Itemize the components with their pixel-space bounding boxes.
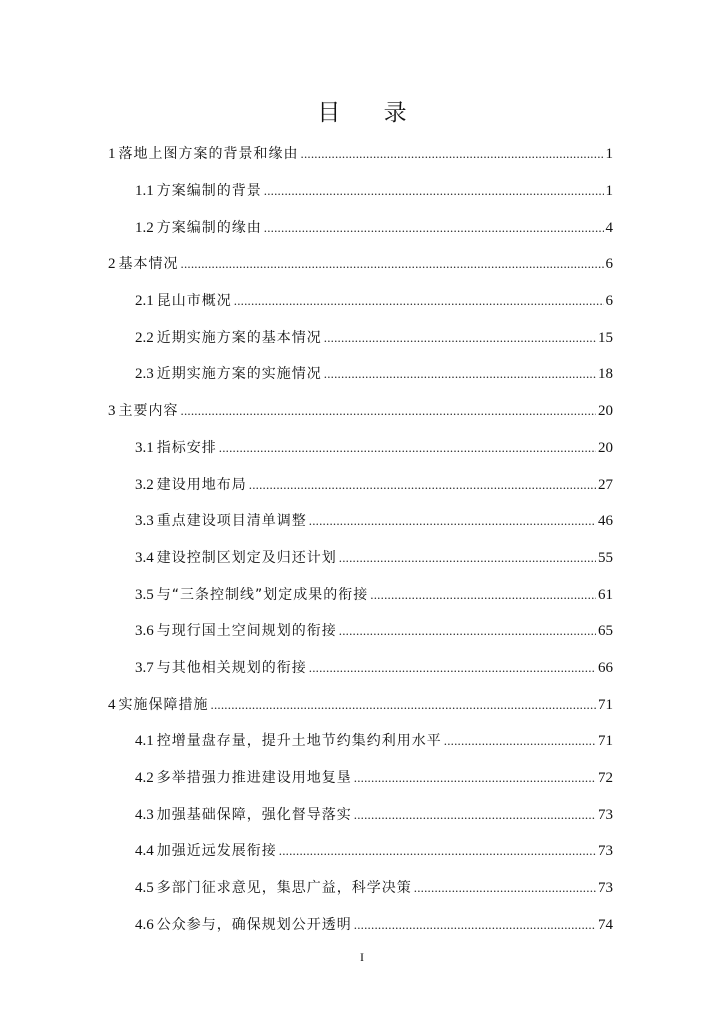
toc-page-number: 73 bbox=[598, 843, 613, 860]
toc-dot-leader bbox=[301, 144, 604, 164]
page-number-footer: I bbox=[360, 950, 364, 964]
toc-section-entry[interactable] bbox=[0, 356, 613, 393]
toc-page-number: 1 bbox=[605, 183, 613, 200]
toc-entry-number: 3.6 bbox=[135, 623, 154, 640]
toc-page-number: 65 bbox=[598, 623, 613, 640]
toc-dot-leader bbox=[219, 438, 596, 458]
toc-dot-leader bbox=[339, 548, 596, 568]
toc-entry-title: 近期实施方案的实施情况 bbox=[156, 366, 322, 383]
toc-dot-leader bbox=[414, 878, 596, 898]
toc-dot-leader bbox=[211, 695, 597, 715]
toc-entry-number: 4 bbox=[108, 696, 116, 713]
toc-dot-leader bbox=[309, 658, 596, 678]
toc-section-entry[interactable] bbox=[0, 430, 613, 467]
toc-page-number: 71 bbox=[598, 733, 613, 750]
toc-section-entry[interactable] bbox=[0, 613, 613, 650]
toc-entry-title: 重点建设项目清单调整 bbox=[156, 513, 307, 530]
toc-entry-title: 落地上图方案的背景和缘由 bbox=[118, 146, 299, 163]
toc-entry-title: 主要内容 bbox=[118, 403, 179, 420]
toc-dot-leader bbox=[309, 511, 596, 531]
toc-entry-title: 建设控制区划定及归还计划 bbox=[156, 549, 337, 566]
toc-page-number: 20 bbox=[598, 439, 613, 456]
toc-section-entry[interactable] bbox=[0, 833, 613, 870]
toc-entry-number: 2.2 bbox=[135, 329, 154, 346]
toc-entry-title: 实施保障措施 bbox=[118, 696, 209, 713]
toc-page-number: 46 bbox=[598, 513, 613, 530]
toc-section-entry[interactable] bbox=[0, 173, 613, 210]
toc-entry-title: 与其他相关规划的衔接 bbox=[156, 659, 307, 676]
toc-entry-number: 3 bbox=[108, 403, 116, 420]
toc-dot-leader bbox=[354, 768, 596, 788]
toc-dot-leader bbox=[444, 731, 596, 751]
toc-section-entry[interactable] bbox=[0, 209, 613, 246]
toc-page-number: 61 bbox=[598, 586, 613, 603]
toc-section-entry[interactable] bbox=[0, 503, 613, 540]
toc-entry-number: 4.4 bbox=[135, 843, 154, 860]
toc-dot-leader bbox=[264, 218, 604, 238]
toc-chapter-entry[interactable] bbox=[0, 393, 613, 430]
toc-entry-title: 加强基础保障，强化督导落实 bbox=[156, 806, 352, 823]
toc-page-number: 55 bbox=[598, 549, 613, 566]
toc-entry-number: 4.1 bbox=[135, 733, 154, 750]
toc-dot-leader bbox=[249, 475, 596, 495]
toc-chapter-entry[interactable] bbox=[0, 686, 613, 723]
toc-section-entry[interactable] bbox=[0, 906, 613, 943]
toc-entry-number: 4.2 bbox=[135, 770, 154, 787]
toc-entry-number: 1.1 bbox=[135, 183, 154, 200]
toc-section-entry[interactable] bbox=[0, 796, 613, 833]
toc-section-entry[interactable] bbox=[0, 870, 613, 907]
toc-entry-title: 近期实施方案的基本情况 bbox=[156, 329, 322, 346]
toc-entry-number: 3.4 bbox=[135, 549, 154, 566]
toc-section-entry[interactable] bbox=[0, 723, 613, 760]
toc-entry-number: 2 bbox=[108, 256, 116, 273]
toc-section-entry[interactable] bbox=[0, 540, 613, 577]
toc-section-entry[interactable] bbox=[0, 760, 613, 797]
toc-section-entry[interactable] bbox=[0, 283, 613, 320]
toc-dot-leader bbox=[354, 805, 596, 825]
toc-entry-title: 建设用地布局 bbox=[156, 476, 247, 493]
toc-entry-number: 2.3 bbox=[135, 366, 154, 383]
toc-page-number: 27 bbox=[598, 476, 613, 493]
toc-page-number: 4 bbox=[605, 219, 613, 236]
toc-dot-leader bbox=[324, 328, 596, 348]
toc-dot-leader bbox=[181, 254, 604, 274]
toc-entry-number: 1 bbox=[108, 146, 116, 163]
toc-entry-title: 公众参与，确保规划公开透明 bbox=[156, 916, 352, 933]
toc-entry-number: 4.5 bbox=[135, 880, 154, 897]
toc-page-number: 66 bbox=[598, 659, 613, 676]
toc-entry-number: 3.5 bbox=[135, 586, 154, 603]
toc-page-number: 18 bbox=[598, 366, 613, 383]
toc-dot-leader bbox=[181, 401, 597, 421]
toc-page-number: 71 bbox=[598, 696, 613, 713]
toc-page-number: 73 bbox=[598, 880, 613, 897]
toc-entry-title: 多举措强力推进建设用地复垦 bbox=[156, 770, 352, 787]
toc-page-number: 6 bbox=[605, 256, 613, 273]
toc-dot-leader bbox=[234, 291, 604, 311]
toc-page-number: 6 bbox=[605, 293, 613, 310]
toc-dot-leader bbox=[324, 364, 596, 384]
toc-dot-leader bbox=[279, 841, 596, 861]
toc-entry-number: 4.3 bbox=[135, 806, 154, 823]
toc-entry-title: 方案编制的缘由 bbox=[156, 219, 262, 236]
toc-dot-leader bbox=[264, 181, 604, 201]
toc-dot-leader bbox=[339, 621, 596, 641]
toc-page-number: 73 bbox=[598, 806, 613, 823]
toc-page-number: 1 bbox=[605, 146, 613, 163]
toc-entry-number: 3.1 bbox=[135, 439, 154, 456]
toc-title: 目 录 bbox=[317, 100, 425, 126]
toc-dot-leader bbox=[370, 585, 596, 605]
toc-entry-title: 多部门征求意见，集思广益，科学决策 bbox=[156, 880, 412, 897]
table-of-contents bbox=[0, 136, 724, 943]
toc-section-entry[interactable] bbox=[0, 576, 613, 613]
toc-entry-title: 加强近远发展衔接 bbox=[156, 843, 277, 860]
toc-entry-title: 与现行国土空间规划的衔接 bbox=[156, 623, 337, 640]
toc-section-entry[interactable] bbox=[0, 319, 613, 356]
toc-dot-leader bbox=[354, 915, 596, 935]
toc-chapter-entry[interactable] bbox=[0, 136, 613, 173]
toc-entry-title: 控增量盘存量，提升土地节约集约利用水平 bbox=[156, 733, 442, 750]
toc-entry-title: 昆山市概况 bbox=[156, 293, 232, 310]
toc-entry-number: 4.6 bbox=[135, 916, 154, 933]
toc-entry-title: 与“三条控制线”划定成果的衔接 bbox=[156, 586, 369, 603]
toc-entry-number: 3.2 bbox=[135, 476, 154, 493]
toc-page-number: 74 bbox=[598, 916, 613, 933]
toc-entry-number: 3.7 bbox=[135, 659, 154, 676]
toc-section-entry[interactable] bbox=[0, 650, 613, 687]
toc-section-entry[interactable] bbox=[0, 466, 613, 503]
toc-entry-title: 方案编制的背景 bbox=[156, 183, 262, 200]
toc-entry-number: 1.2 bbox=[135, 219, 154, 236]
toc-chapter-entry[interactable] bbox=[0, 246, 613, 283]
toc-page-number: 20 bbox=[598, 403, 613, 420]
toc-entry-title: 指标安排 bbox=[156, 439, 217, 456]
toc-entry-title: 基本情况 bbox=[118, 256, 179, 273]
toc-entry-number: 2.1 bbox=[135, 293, 154, 310]
toc-page-number: 15 bbox=[598, 329, 613, 346]
toc-page-number: 72 bbox=[598, 770, 613, 787]
toc-entry-number: 3.3 bbox=[135, 513, 154, 530]
